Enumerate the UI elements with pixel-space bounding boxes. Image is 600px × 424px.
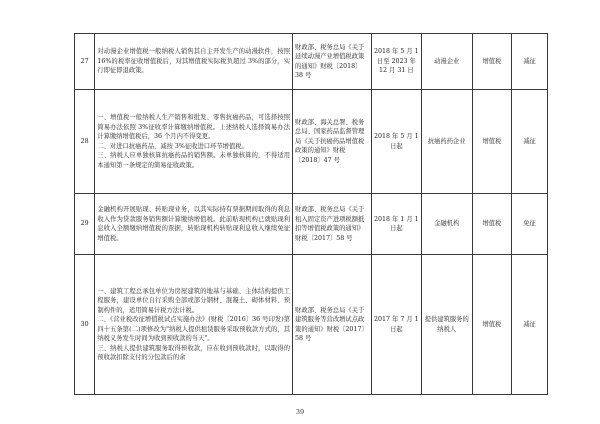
tax-type: 增值税 [472,255,511,395]
tax-type: 增值税 [472,34,511,90]
content-paragraph: 二、《营业税改征增值税试点实施办法》(财税〔2016〕36 号印发)第四十五条第(二)项修改为"纳税人提供租赁服务采取预收款方式的，其纳税义务发生时间为收到预收款的当天"。 [97,316,291,342]
tax-type: 增值税 [472,194,511,255]
row-number: 27 [75,34,95,90]
policy-content [95,34,293,90]
content-paragraph: 三、纳税人提供建筑服务取得预收款，应在收到预收款时，以取得的预收款扣除支付的分包款后的余 [97,344,291,361]
relief-type: 免征 [512,194,548,255]
content-paragraph: 二、对进口抗癌药品，减按 3%征收进口环节增值税。 [97,142,248,150]
table-row [75,255,548,395]
policy-content [95,194,293,255]
relief-type: 减征 [512,255,548,395]
row-number: 30 [75,255,95,395]
validity-period: 2017 年 7 月 1 日起 [372,255,422,395]
content-paragraph: 一、增值税一般纳税人生产销售和批发、零售抗癌药品，可选择按照简易办法依照 3%征收率计算缴纳增值税。上述纳税人选择简易办法计算缴纳增值税后，36 个月内不得变更。 [97,114,291,140]
applicable-subject: 提供建筑服务的纳税人 [421,255,472,395]
validity-period: 2018 年 1 月 1 日起 [372,194,422,255]
policy-basis: 财政部、税务总局《关于建筑服务等营改增试点政策的通知》财税〔2017〕58 号 [293,255,372,395]
table-row [75,90,548,194]
policy-basis: 财政部、税务总局《关于租入固定资产进项税额抵扣等增值税政策的通知》财税〔2017〕58 号 [293,194,372,255]
content-paragraph: 一、建筑工程总承包单位为房屋建筑的地基与基础、主体结构提供工程服务，建设单位自行采购全部或部分钢材、混凝土、砌体材料、预制构件的，适用简易计税方法计税。 [97,287,291,314]
page-number: 39 [295,408,305,416]
relief-type: 减征 [512,34,548,90]
content-paragraph: 三、纳税人应单独核算抗癌药品的销售额。未单独核算的，不得适用本通知第一条规定的简易征收政策。 [97,152,291,169]
table-row [75,194,548,255]
relief-type: 减征 [512,90,548,194]
row-number: 29 [75,194,95,255]
policy-table [74,33,548,395]
tax-type: 增值税 [472,90,511,194]
policy-basis: 财政部、海关总署、税务总局、国家药品监督管理局《关于抗癌药品增值税政策的通知》财税〔2018〕47 号 [293,90,372,194]
table-row [75,34,548,90]
policy-content [95,255,293,395]
applicable-subject: 金融机构 [421,194,472,255]
row-number: 28 [75,90,95,194]
validity-period: 2018 年 5 月 1 日起 [372,90,422,194]
content-paragraph: 对动漫企业增值税一般纳税人销售其自主开发生产的动漫软件，按照 16%的税率征收增值税后，对其增值税实际税负超过 3%的部分，实行即征即退政策。 [97,48,291,75]
content-paragraph: 金融机构开展贴现、转贴现业务，以其实际持有票据期间取得的利息收入作为贷款服务销售额计算缴纳增值税。此前贴现机构已就贴现利息收入全额缴纳增值税的票据，转贴现机构转贴现利息收入继续免征增值税。 [97,206,291,242]
applicable-subject: 动漫企业 [421,34,472,90]
applicable-subject: 抗癌药药企业 [421,90,472,194]
policy-content [95,90,293,194]
validity-period: 2018 年 5 月 1 日至 2023 年 12 月 31 日 [372,34,422,90]
policy-basis: 财政部、税务总局《关于延续动漫产业增值税政策的通知》财税〔2018〕38 号 [293,34,372,90]
